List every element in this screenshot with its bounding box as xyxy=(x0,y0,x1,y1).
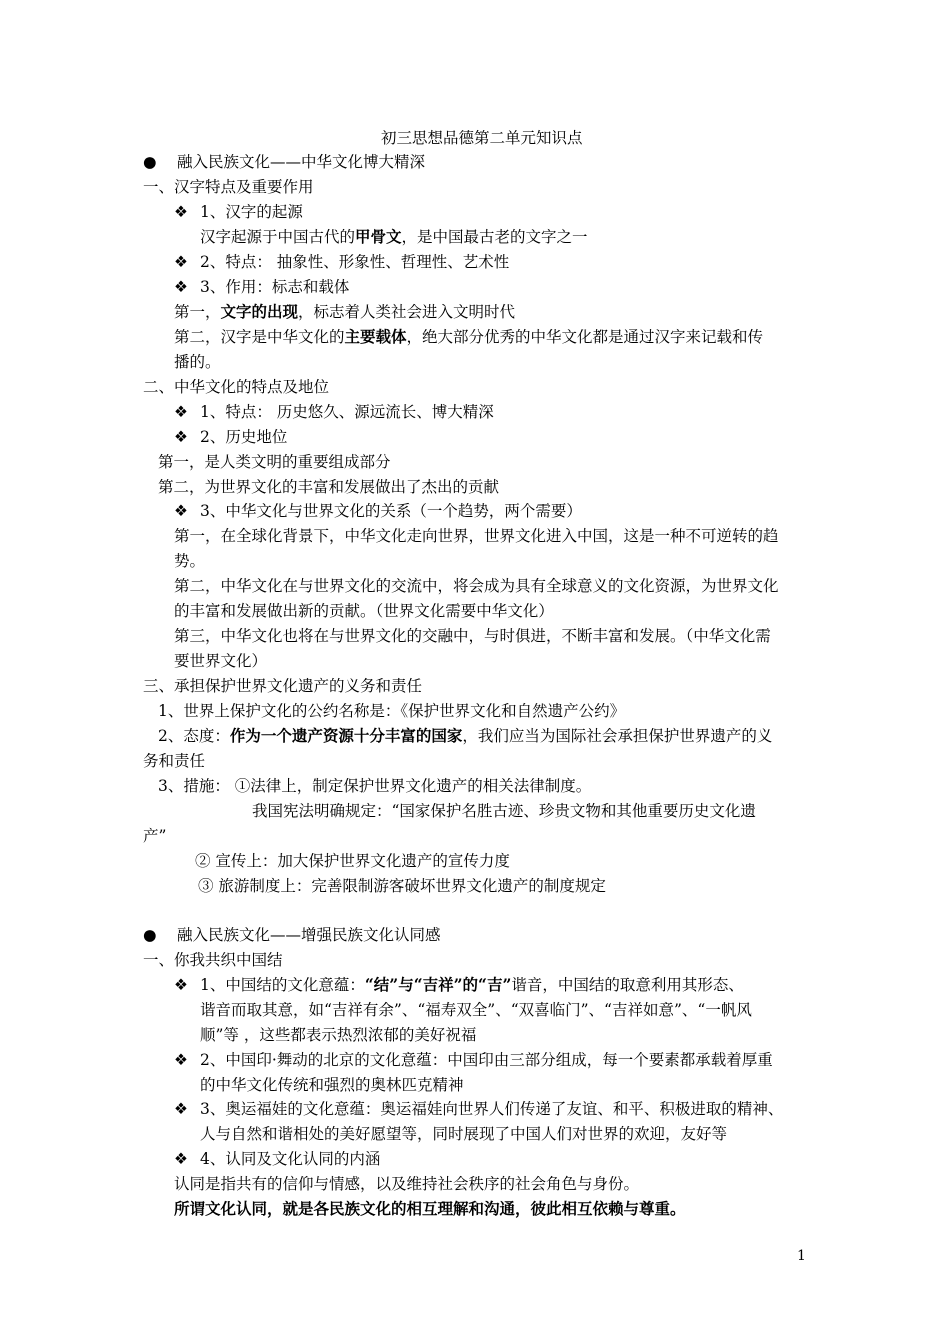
diamond-bullet-icon: ❖ xyxy=(174,976,188,994)
page-title: 初三思想品德第二单元知识点 xyxy=(381,129,583,147)
paragraph-continuation: 产” xyxy=(143,827,167,845)
diamond-bullet-icon: ❖ xyxy=(174,203,188,221)
list-item xyxy=(174,1097,783,1121)
paragraph: 我国宪法明确规定：“国家保护名胜古迹、珍贵文物和其他重要历史文化遗 xyxy=(252,802,756,820)
text-span: 1、中国结的文化意蕴： xyxy=(200,976,365,994)
bold-text: 甲骨文 xyxy=(355,227,402,246)
list-item xyxy=(174,1048,773,1072)
text-span: 谐音，中国结的取意利用其形态、 xyxy=(511,976,744,994)
subheading: 一、汉字特点及重要作用 xyxy=(143,178,314,196)
paragraph xyxy=(174,325,763,349)
section-heading xyxy=(143,150,425,174)
bullet-icon: ● xyxy=(143,153,157,171)
list-item-text: 2、历史地位 xyxy=(200,428,288,446)
text-span: 2、态度： xyxy=(158,727,230,745)
diamond-bullet-icon: ❖ xyxy=(174,1051,188,1069)
paragraph: 第一，是人类文明的重要组成部分 xyxy=(158,453,391,471)
list-item xyxy=(174,973,744,997)
paragraph-continuation: 务和责任 xyxy=(143,752,206,770)
list-item-text: 1、特点： 历史悠久、源远流长、博大精深 xyxy=(200,403,494,421)
list-item-text: 3、奥运福娃的文化意蕴：奥运福娃向世界人们传递了友谊、和平、积极进取的精神、 xyxy=(200,1100,784,1118)
list-item xyxy=(174,275,349,299)
bold-text: 主要载体 xyxy=(344,327,407,346)
paragraph: 第二，中华文化在与世界文化的交流中，将会成为具有全球意义的文化资源，为世界文化 xyxy=(174,577,779,595)
paragraph-continuation: 势。 xyxy=(174,552,206,570)
list-item xyxy=(174,200,303,224)
diamond-bullet-icon: ❖ xyxy=(174,1150,188,1168)
diamond-bullet-icon: ❖ xyxy=(174,278,188,296)
bullet-icon: ● xyxy=(143,926,157,944)
page-number: 1 xyxy=(797,1248,806,1264)
list-item-text: 4、认同及文化认同的内涵 xyxy=(200,1150,381,1168)
paragraph: ② 宣传上：加大保护世界文化遗产的宣传力度 xyxy=(195,852,510,870)
paragraph: 3、措施： ①法律上，制定保护世界文化遗产的相关法律制度。 xyxy=(158,777,592,795)
section-heading-text: 融入民族文化——中华文化博大精深 xyxy=(177,153,426,171)
paragraph-continuation: 要世界文化） xyxy=(174,652,268,670)
list-item-continuation: 的中华文化传统和强烈的奥林匹克精神 xyxy=(200,1076,464,1094)
bold-text: 文字的出现 xyxy=(220,302,299,321)
paragraph: 第三，中华文化也将在与世界文化的交融中，与时俱进，不断丰富和发展。（中华文化需 xyxy=(174,627,771,645)
text-span: ，绝大部分优秀的中华文化都是通过汉字来记载和传 xyxy=(406,328,764,346)
paragraph xyxy=(158,724,772,748)
list-item-text: 3、作用：标志和载体 xyxy=(200,278,350,296)
bold-text: “结”与“吉祥”的“吉” xyxy=(364,975,512,994)
diamond-bullet-icon: ❖ xyxy=(174,502,188,520)
text-span: ，我们应当为国际社会承担保护世界遗产的义 xyxy=(462,727,773,745)
list-item-text: 1、汉字的起源 xyxy=(200,203,303,221)
list-item xyxy=(174,250,509,274)
bold-paragraph: 所谓文化认同，就是各民族文化的相互理解和沟通，彼此相互依赖与尊重。 xyxy=(174,1199,686,1218)
section-heading-text: 融入民族文化——增强民族文化认同感 xyxy=(177,926,441,944)
diamond-bullet-icon: ❖ xyxy=(174,428,188,446)
paragraph: ③ 旅游制度上：完善限制游客破坏世界文化遗产的制度规定 xyxy=(198,877,606,895)
list-item-continuation: 谐音而取其意，如“吉祥有余”、“福寿双全”、“双喜临门”、“吉祥如意”、“一帆风 xyxy=(200,1001,752,1019)
text-span: 第二，汉字是中华文化的 xyxy=(174,328,345,346)
bold-text: 作为一个遗产资源十分丰富的国家 xyxy=(229,726,463,745)
paragraph xyxy=(174,300,515,324)
subheading: 二、中华文化的特点及地位 xyxy=(143,378,330,396)
list-item-text: 3、中华文化与世界文化的关系（一个趋势，两个需要） xyxy=(200,502,582,520)
list-item xyxy=(174,1147,380,1171)
diamond-bullet-icon: ❖ xyxy=(174,403,188,421)
diamond-bullet-icon: ❖ xyxy=(174,253,188,271)
subheading: 一、你我共织中国结 xyxy=(143,951,283,969)
paragraph: 第一，在全球化背景下，中华文化走向世界，世界文化进入中国，这是一种不可逆转的趋 xyxy=(174,527,779,545)
paragraph: 认同是指共有的信仰与情感，以及维持社会秩序的社会角色与身份。 xyxy=(174,1175,640,1193)
list-item xyxy=(174,499,582,523)
paragraph: 第二，为世界文化的丰富和发展做出了杰出的贡献 xyxy=(158,478,500,496)
list-item-continuation: 人与自然和谐相处的美好愿望等，同时展现了中国人们对世界的欢迎，友好等 xyxy=(200,1125,728,1143)
subheading: 三、承担保护世界文化遗产的义务和责任 xyxy=(143,677,423,695)
text-span: 第一， xyxy=(174,303,221,321)
paragraph xyxy=(200,225,588,249)
section-heading xyxy=(143,923,441,947)
diamond-bullet-icon: ❖ xyxy=(174,1100,188,1118)
text-span: ，是中国最古老的文字之一 xyxy=(401,228,588,246)
list-item-text: 2、特点： 抽象性、形象性、哲理性、艺术性 xyxy=(200,253,510,271)
text-span: 汉字起源于中国古代的 xyxy=(200,228,356,246)
list-item xyxy=(174,400,494,424)
list-item-continuation: 顺”等 ，这些都表示热烈浓郁的美好祝福 xyxy=(200,1026,477,1044)
paragraph: 1、世界上保护文化的公约名称是：《保护世界文化和自然遗产公约》 xyxy=(158,702,626,720)
text-span: ，标志着人类社会进入文明时代 xyxy=(298,303,516,321)
paragraph-continuation: 播的。 xyxy=(174,353,221,371)
paragraph-continuation: 的丰富和发展做出新的贡献。（世界文化需要中华文化） xyxy=(174,602,554,620)
list-item-text: 2、中国印·舞动的北京的文化意蕴：中国印由三部分组成，每一个要素都承载着厚重 xyxy=(200,1051,773,1069)
list-item xyxy=(174,425,287,449)
